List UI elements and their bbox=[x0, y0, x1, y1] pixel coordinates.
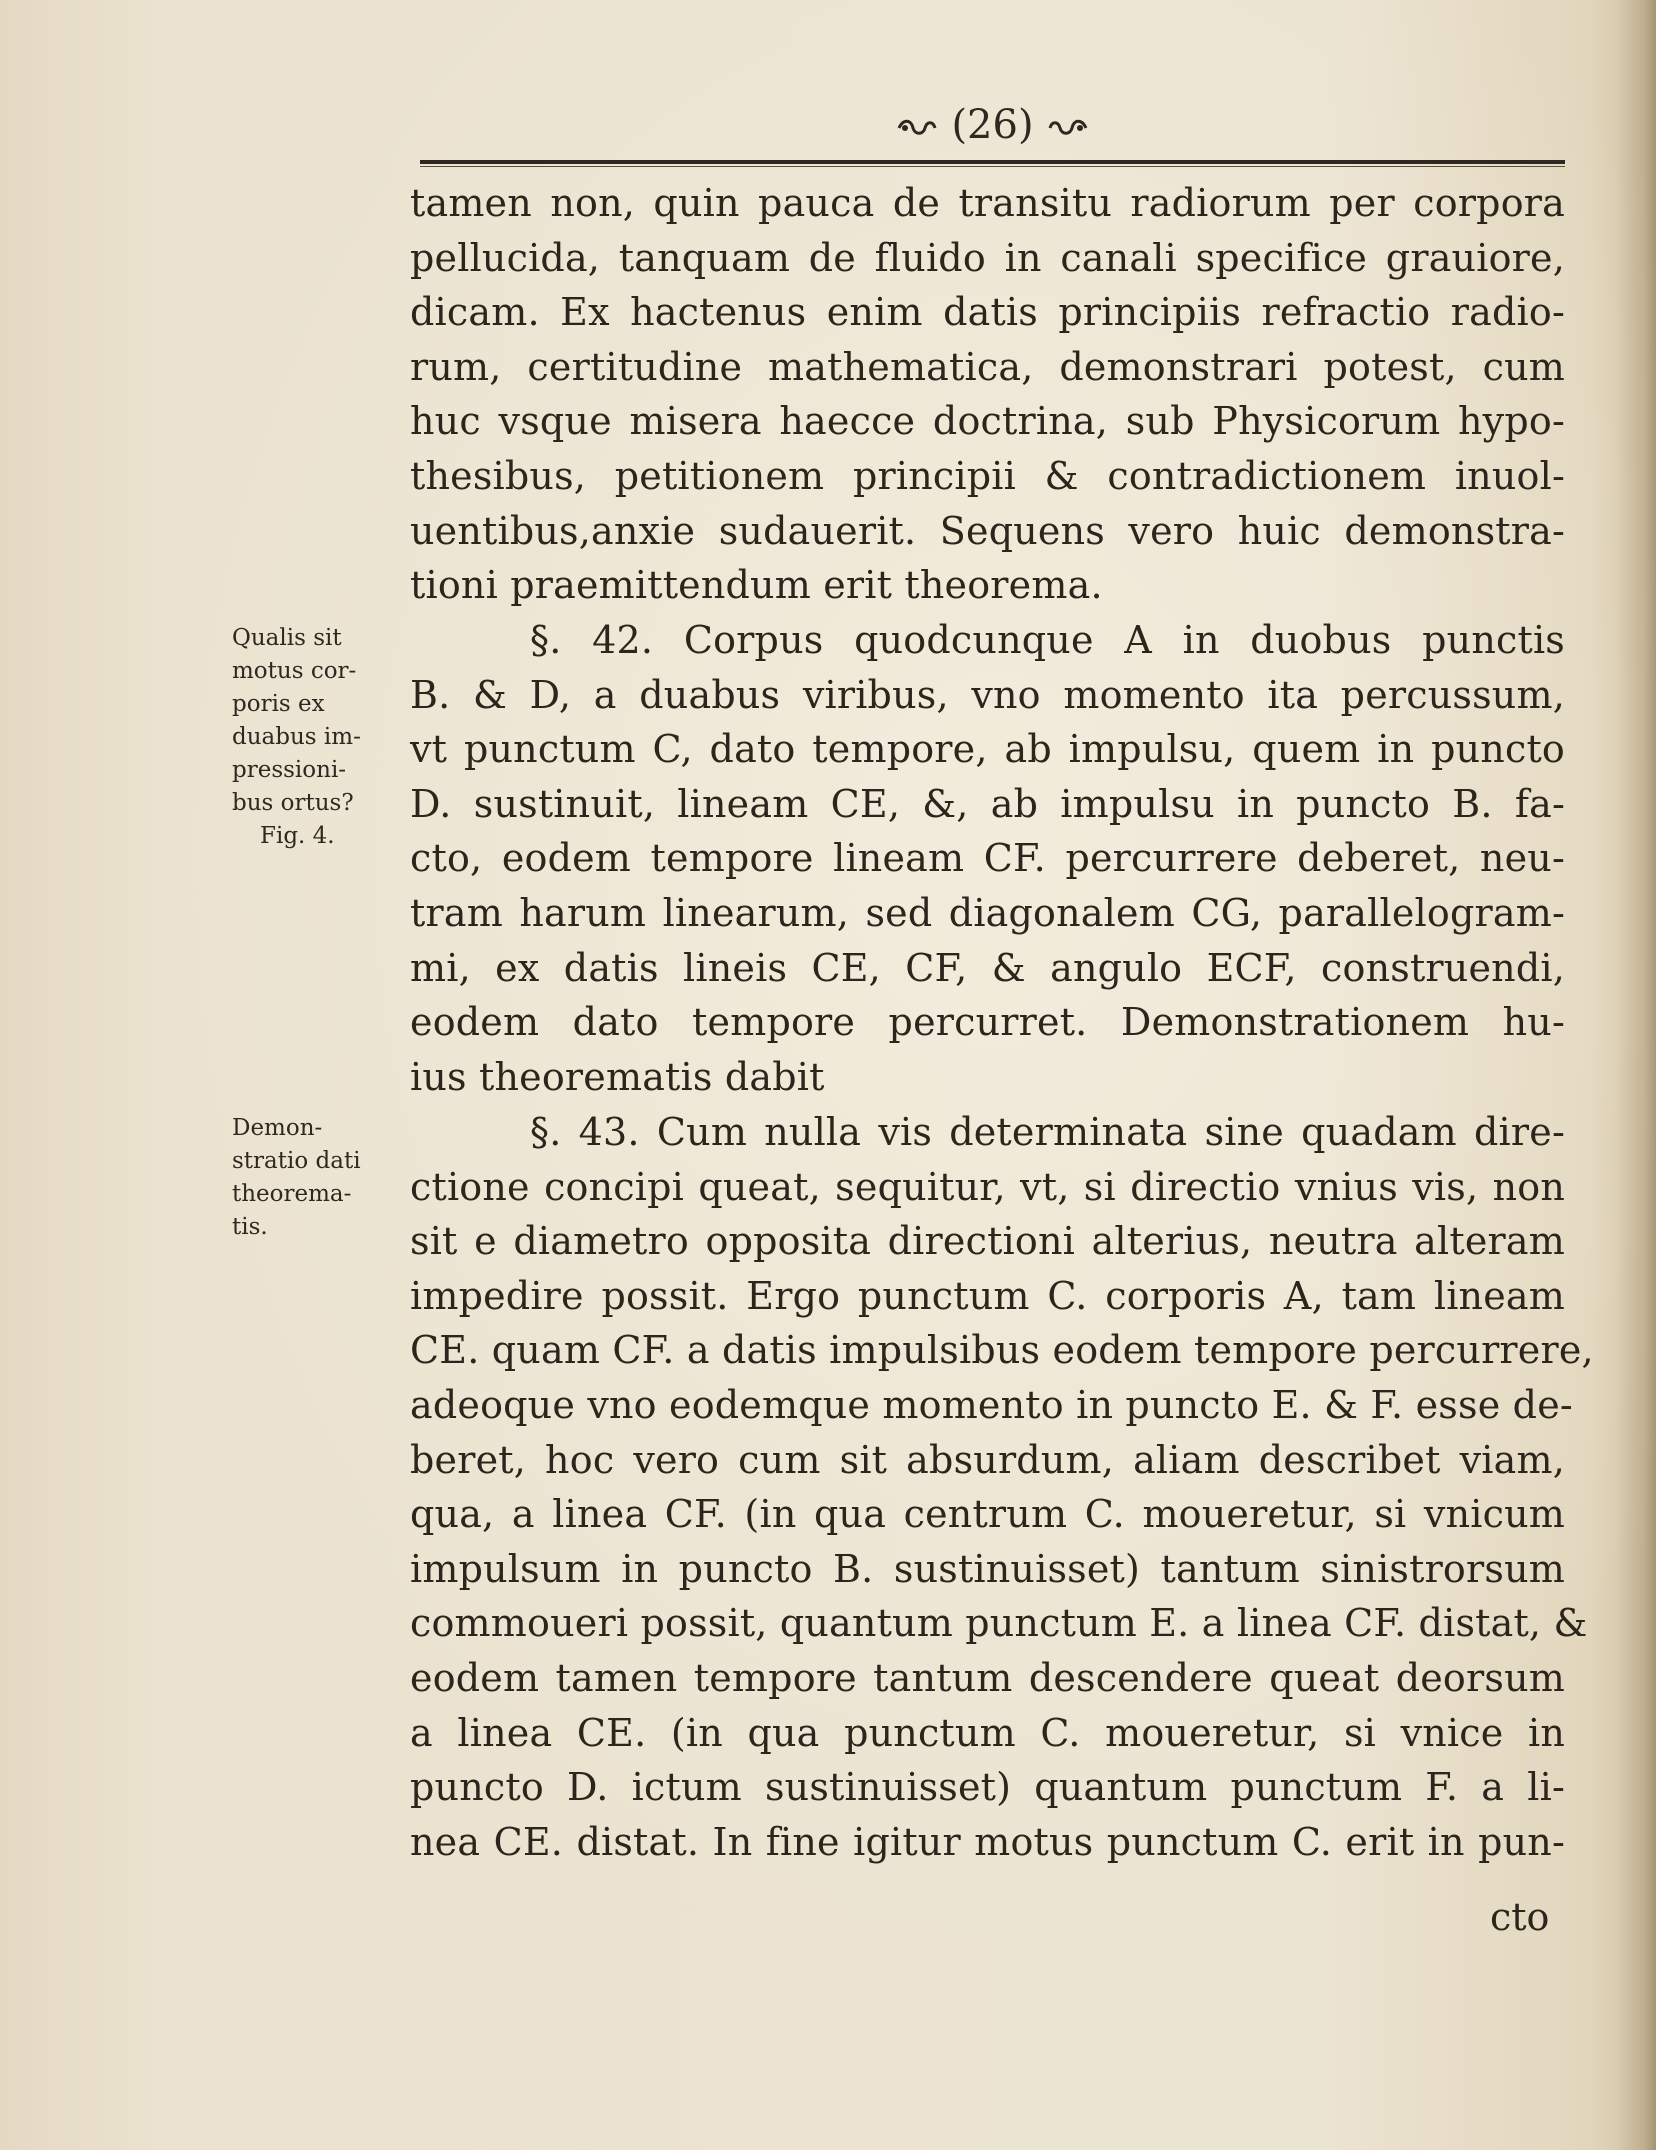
text-line: mi, ex datis lineis CE, CF, & angulo ECF, construendi, bbox=[410, 945, 1565, 990]
text-line: dicam. Ex hactenus enim datis principiis refractio radio- bbox=[410, 290, 1565, 335]
text-line: impulsum in puncto B. sustinuisset) tantum sinistrorsum bbox=[410, 1546, 1565, 1591]
section-43 bbox=[410, 1105, 1594, 1869]
text-line: D. sustinuit, lineam CE, &, ab impulsu in puncto B. fa- bbox=[410, 781, 1565, 826]
text-line: adeoque vno eodemque momento in puncto E. & F. esse de- bbox=[410, 1382, 1573, 1427]
text-line: beret, hoc vero cum sit absurdum, aliam describet viam, bbox=[410, 1437, 1565, 1482]
text-line: huc vsque misera haecce doctrina, sub Physicorum hypo- bbox=[410, 399, 1565, 444]
text-line: a linea CE. (in qua punctum C. moueretur, si vnice in bbox=[410, 1710, 1565, 1755]
page-number: (26) bbox=[951, 102, 1034, 148]
margin-line: motus cor- bbox=[232, 658, 357, 684]
margin-line: Demon- bbox=[232, 1115, 323, 1141]
margin-line: tis. bbox=[232, 1214, 268, 1240]
text-line: nea CE. distat. In fine igitur motus punctum C. erit in pun- bbox=[410, 1819, 1565, 1864]
margin-line: poris ex bbox=[232, 691, 325, 717]
margin-line: duabus im- bbox=[232, 724, 361, 750]
text-line: rum, certitudine mathematica, demonstrari potest, cum bbox=[410, 344, 1565, 389]
text-line: CE. quam CF. a datis impulsibus eodem tempore percurrere, bbox=[410, 1328, 1594, 1373]
margin-line: bus ortus? bbox=[232, 790, 354, 816]
section-42 bbox=[410, 613, 1565, 1104]
text-line: qua, a linea CF. (in qua centrum C. moueretur, si vnicum bbox=[410, 1492, 1565, 1537]
margin-line: stratio dati bbox=[232, 1148, 361, 1174]
margin-note-motion bbox=[232, 622, 412, 853]
text-line: uentibus,anxie sudauerit. Sequens vero huic demonstra- bbox=[410, 508, 1565, 553]
text-line: eodem dato tempore percurret. Demonstrationem hu- bbox=[410, 1000, 1565, 1045]
text-line: tamen non, quin pauca de transitu radiorum per corpora bbox=[410, 181, 1565, 225]
margin-line: pressioni- bbox=[232, 757, 347, 783]
page-edge-shadow bbox=[1616, 0, 1656, 2150]
text-line: pellucida, tanquam de fluido in canali specifice grauiore, bbox=[410, 235, 1565, 280]
left-ornament-icon bbox=[895, 117, 939, 139]
text-line: vt punctum C, dato tempore, ab impulsu, quem in puncto bbox=[410, 727, 1565, 772]
catchword: cto bbox=[1490, 1895, 1550, 1939]
header-rule bbox=[420, 160, 1565, 164]
header-rule-thin bbox=[420, 166, 1565, 167]
margin-line: theorema- bbox=[232, 1181, 352, 1207]
text-line: commoueri possit, quantum punctum E. a linea CF. distat, & bbox=[410, 1601, 1588, 1646]
text-line: puncto D. ictum sustinuisset) quantum punctum F. a li- bbox=[410, 1765, 1565, 1810]
text-line: ctione concipi queat, sequitur, vt, si directio vnius vis, non bbox=[410, 1164, 1565, 1209]
text-line: tioni praemittendum erit theorema. bbox=[410, 563, 1103, 608]
margin-note-demonstration bbox=[232, 1112, 412, 1244]
text-line: impedire possit. Ergo punctum C. corporis A, tam lineam bbox=[410, 1273, 1565, 1318]
text-line: §. 42. Corpus quodcunque A in duobus punctis bbox=[530, 618, 1565, 662]
margin-line: Qualis sit bbox=[232, 625, 342, 651]
text-line: sit e diametro opposita directioni alterius, neutra alteram bbox=[410, 1219, 1565, 1264]
text-line: eodem tamen tempore tantum descendere queat deorsum bbox=[410, 1655, 1565, 1700]
text-line: ius theorematis dabit bbox=[410, 1054, 825, 1099]
text-line: cto, eodem tempore lineam CF. percurrere deberet, neu- bbox=[410, 836, 1565, 881]
right-ornament-icon bbox=[1046, 117, 1090, 139]
paragraph-continuation bbox=[410, 176, 1565, 613]
text-line: thesibus, petitionem principii & contradictionem inuol- bbox=[410, 453, 1565, 498]
page-header bbox=[420, 96, 1565, 156]
text-line: tram harum linearum, sed diagonalem CG, parallelogram- bbox=[410, 890, 1565, 935]
text-line: B. & D, a duabus viribus, vno momento ita percussum, bbox=[410, 672, 1565, 717]
figure-reference: Fig. 4. bbox=[260, 823, 335, 849]
text-line: §. 43. Cum nulla vis determinata sine quadam dire- bbox=[530, 1110, 1565, 1154]
